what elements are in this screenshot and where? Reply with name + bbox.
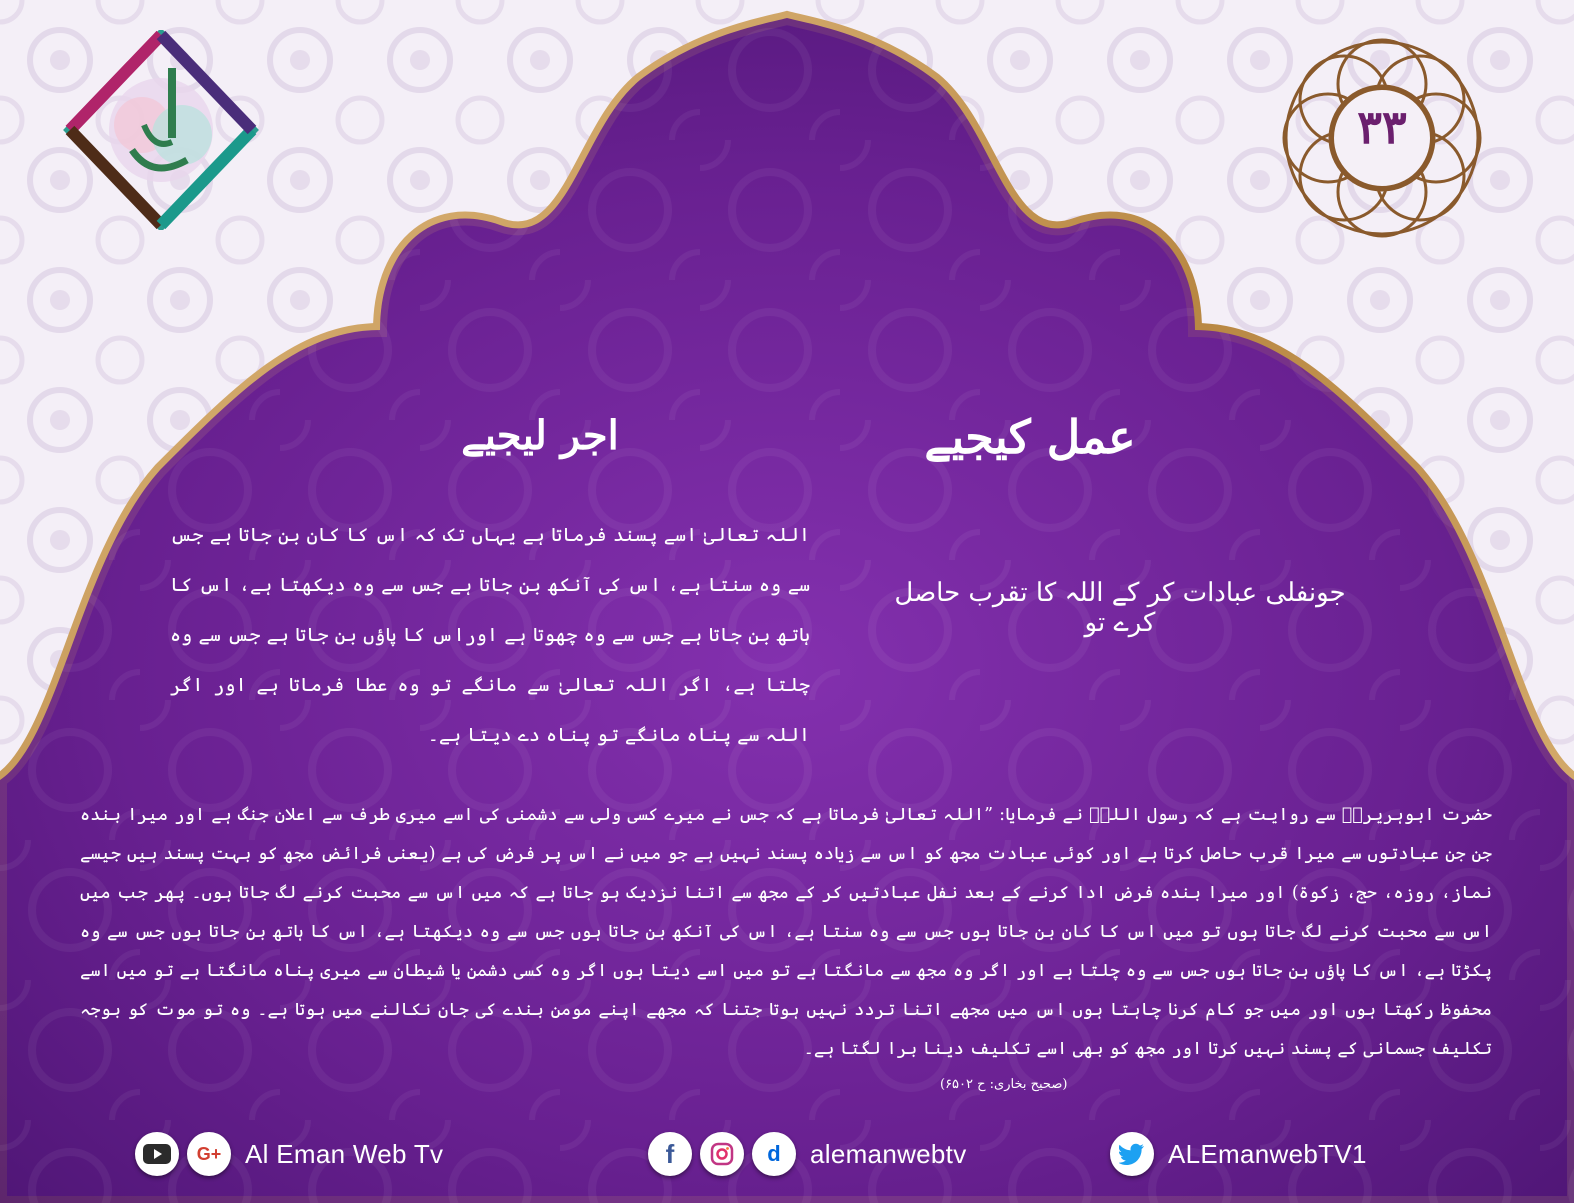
- hadith-reference: (صحیح بخاری: ح ۶۵۰۲): [940, 1077, 1068, 1092]
- social-group-left: [135, 1130, 443, 1178]
- youtube-icon[interactable]: [135, 1132, 179, 1176]
- amal-text: جونفلی عبادات کر کے اللہ کا تقرب حاصل کرے تو: [894, 578, 1346, 638]
- twitter-handle: ALEmanwebTV1: [1168, 1138, 1367, 1169]
- social-group-middle: [648, 1130, 967, 1178]
- dailymotion-icon[interactable]: d: [752, 1132, 796, 1176]
- logo: [62, 30, 260, 230]
- ajr-text: اللہ تعالیٰ اسے پسند فرماتا ہے یہاں تک کہ اس کا کان بن جاتا ہے جس سے وہ سنتا ہے، اس کی آنکھ بن جاتا ہے جس سے وہ دیکھتا ہے، اس کا ہاتھ بن جاتا ہے جس سے وہ چھوتا ہے اوراس کا پاؤں بن جاتا ہے جس سے وہ چلتا ہے، اگر اللہ تعالیٰ سے مانگے تو وہ عطا فرماتا ہے اور اگر اللہ سے پناہ مانگے تو پناہ دے دیتا ہے۔: [170, 524, 810, 746]
- channel-name: Al Eman Web Tv: [245, 1138, 444, 1169]
- google-plus-icon[interactable]: G+: [187, 1132, 231, 1176]
- amal-heading: عمل کیجیے: [924, 410, 1136, 464]
- hadith-text: حضرت ابوہریرہؓ سے روایت ہے کہ رسول اللہؐ نے فرمایا: ”اللہ تعالیٰ فرماتا ہے کہ جس نے میرے کسی ولی سے دشمنی کی اسے میری طرف سے اعلان جنگ ہے اور میرا بندہ جن جن عبادتوں سے میرا قرب حاصل کرتا ہے اور کوئی عبادت مجھ کو اس سے زیادہ پسند نہیں ہے جو میں نے اس پر فرض کی ہے (یعنی فرائض مجھ کو بہت پسند ہیں جیسے نماز، روزہ، حج، زکوۃ) اور میرا بندہ فرض ادا کرنے کے بعد نفل عبادتیں کر کے مجھ سے اتنا نزدیک ہو جاتا ہے کہ میں اس سے محبت کرنے لگ جاتا ہوں۔ پھر جب میں اس سے محبت کرنے لگ جاتا ہوں تو میں اس کا کان بن جاتا ہوں جس سے وہ سنتا ہے، اس کی آنکھ بن جاتا ہوں جس سے وہ دیکھتا ہے، اس کا ہاتھ بن جاتا ہوں جس سے وہ پکڑتا ہے، اس کا پاؤں بن جاتا ہوں جس سے وہ چلتا ہے اور اگر وہ مجھ سے مانگتا ہے تو میں اسے دیتا ہوں اگر وہ کسی دشمن یا شیطان سے میری پناہ مانگتا ہے تو میں اسے محفوظ رکھتا ہوں اور میں جو کام کرنا چاہتا ہوں اس میں مجھے اتنا تردد نہیں ہوتا جتنا کہ مجھے اپنے مومن بندے کی جان نکالنے میں ہوتا ہے۔ وہ تو موت کو بوجہ تکلیف جسمانی کے پسند نہیں کرتا اور مجھ کو بھی اسے تکلیف دینا برا لگتا ہے۔: [80, 805, 1492, 1059]
- twitter-icon[interactable]: [1110, 1132, 1154, 1176]
- number-label: ۳۳: [1357, 100, 1407, 154]
- facebook-icon[interactable]: f: [648, 1132, 692, 1176]
- social-group-right: [1110, 1130, 1367, 1178]
- instagram-icon[interactable]: [700, 1132, 744, 1176]
- username-middle: alemanwebtv: [810, 1138, 967, 1169]
- ajr-heading: اجر لیجیے: [461, 412, 619, 459]
